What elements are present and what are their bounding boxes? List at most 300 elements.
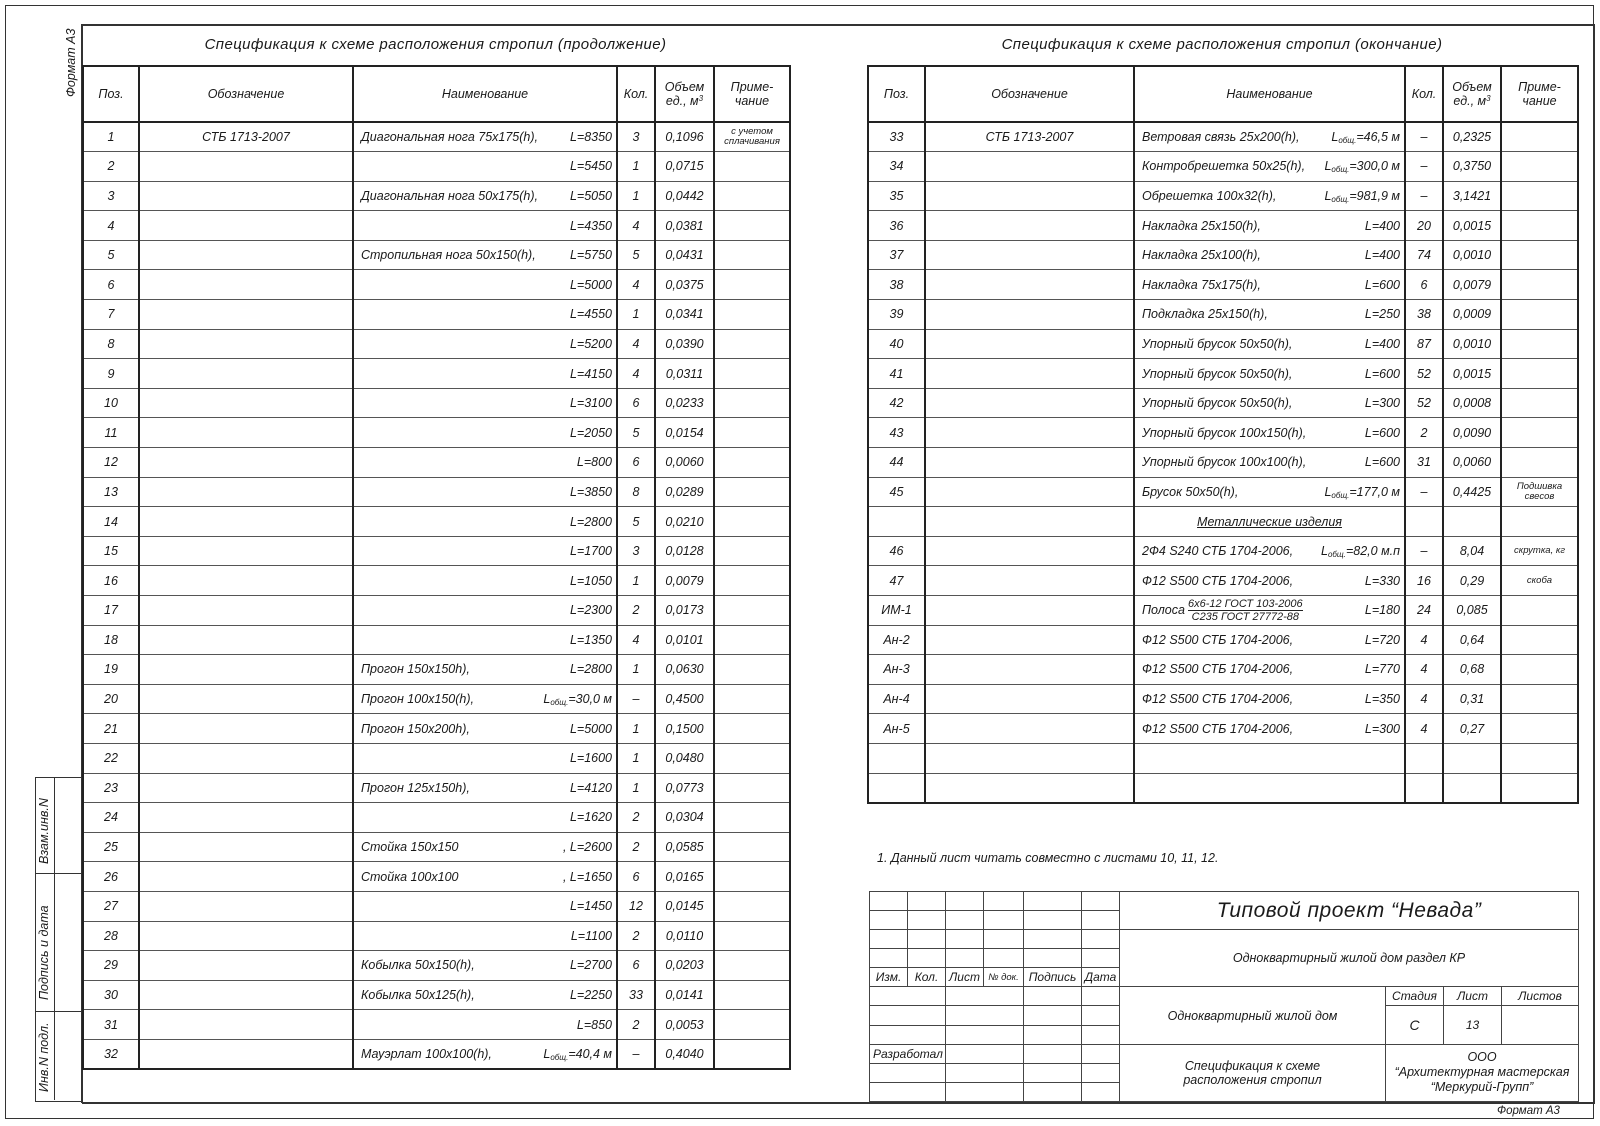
name-length-row: [361, 189, 612, 203]
qty-cell: 1: [617, 773, 655, 803]
name-length-row: [1142, 426, 1400, 440]
tb-empty-cell: [1082, 949, 1120, 968]
table-row: [83, 329, 790, 359]
tb-empty-cell: [1082, 1044, 1120, 1063]
item-length: L=4150: [569, 366, 612, 381]
note-cell: [1501, 329, 1578, 359]
length-value: =300,0 м: [1349, 159, 1400, 174]
note-cell: [1501, 418, 1578, 448]
name-cell: [353, 211, 617, 241]
item-name: Упорный брусок 50x50(h),: [1142, 366, 1293, 381]
pos-cell: 7: [83, 300, 139, 330]
pos-cell: 3: [83, 181, 139, 211]
qty-cell: 6: [617, 951, 655, 981]
item-name-text: Полоса: [1142, 603, 1185, 618]
note-cell: [1501, 743, 1578, 773]
name-cell: [1134, 300, 1405, 330]
name-cell: [353, 181, 617, 211]
designation-cell: [925, 743, 1134, 773]
item-length: L=4120: [569, 780, 612, 795]
qty-cell: [1405, 743, 1443, 773]
qty-cell: 4: [1405, 655, 1443, 685]
designation-cell: [925, 240, 1134, 270]
item-length: L=600: [1364, 455, 1400, 470]
header-volume: [655, 66, 714, 122]
item-name: Накладка 25x100(h),: [1142, 248, 1261, 263]
table-row: [83, 980, 790, 1010]
qty-cell: 2: [617, 921, 655, 951]
volume-cell: 0,0390: [655, 329, 714, 359]
designation-cell: [925, 388, 1134, 418]
name-cell: [353, 951, 617, 981]
item-name: Ф12 S500 СТБ 1704-2006,: [1142, 662, 1294, 677]
pos-cell: 31: [83, 1010, 139, 1040]
designation-cell: [925, 329, 1134, 359]
header-qty: Кол.: [617, 66, 655, 122]
pos-cell: 11: [83, 418, 139, 448]
header-volume-sup: 3: [1486, 94, 1491, 103]
note-cell: [714, 240, 790, 270]
name-length-row: [361, 485, 612, 499]
name-length-row: [1142, 307, 1400, 321]
pos-cell: 18: [83, 625, 139, 655]
name-length-row: [1142, 633, 1400, 647]
name-length-row: [1142, 189, 1400, 203]
item-name: Упорный брусок 100x100(h),: [1142, 455, 1307, 470]
table-row: [868, 655, 1578, 685]
name-cell: [1134, 122, 1405, 152]
designation-cell: [925, 655, 1134, 685]
name-length-row: [361, 219, 612, 233]
qty-cell: 20: [1405, 211, 1443, 241]
table-row: [868, 329, 1578, 359]
name-cell: [353, 536, 617, 566]
name-length-row: [361, 515, 612, 529]
designation-cell: [925, 507, 1134, 537]
pos-cell: 40: [868, 329, 925, 359]
designation-cell: [139, 625, 353, 655]
name-cell: [1134, 418, 1405, 448]
item-name: Кобылка 50x125(h),: [361, 988, 475, 1003]
side-stamp-row-line: [36, 873, 82, 874]
tb-empty-cell: [870, 911, 908, 930]
tb-company: [1386, 1044, 1579, 1101]
note-cell: [1501, 448, 1578, 478]
item-length: L=8350: [569, 130, 612, 145]
note-cell: [1501, 300, 1578, 330]
name-length-row: [1142, 455, 1400, 469]
note-cell: [714, 743, 790, 773]
table-row: [83, 211, 790, 241]
tb-col-date: Дата: [1082, 968, 1120, 987]
tb-empty-cell: [870, 1082, 946, 1101]
table-row: [83, 477, 790, 507]
tb-section: Одноквартирный жилой дом раздел КР: [1120, 930, 1579, 987]
table-row: [868, 714, 1578, 744]
pos-cell: 24: [83, 803, 139, 833]
header-note-line1: Приме-: [1518, 80, 1561, 94]
item-length: L=1620: [569, 810, 612, 825]
qty-cell: 87: [1405, 329, 1443, 359]
table-row: [868, 684, 1578, 714]
pos-cell: 46: [868, 536, 925, 566]
tb-empty-cell: [1024, 1063, 1082, 1082]
item-name: Контробрешетка 50x25(h),: [1142, 159, 1306, 174]
item-length: L=4550: [569, 307, 612, 322]
qty-cell: 6: [617, 448, 655, 478]
volume-cell: 0,0630: [655, 655, 714, 685]
qty-cell: 4: [617, 329, 655, 359]
pos-cell: 19: [83, 655, 139, 685]
qty-cell: 4: [617, 211, 655, 241]
tb-empty-cell: [946, 949, 984, 968]
name-length-row: [361, 633, 612, 647]
table-row: [83, 714, 790, 744]
header-pos: Поз.: [868, 66, 925, 122]
qty-cell: –: [617, 684, 655, 714]
note-cell: [714, 270, 790, 300]
pos-cell: Ан-2: [868, 625, 925, 655]
pos-cell: 41: [868, 359, 925, 389]
qty-cell: 31: [1405, 448, 1443, 478]
volume-cell: 0,1096: [655, 122, 714, 152]
volume-cell: 0,0375: [655, 270, 714, 300]
note-cell: [1501, 773, 1578, 803]
table-row: [83, 625, 790, 655]
pos-cell: 36: [868, 211, 925, 241]
item-name: Ветровая связь 25x200(h),: [1142, 130, 1300, 145]
name-length-row: [1142, 692, 1400, 706]
name-cell: [1134, 536, 1405, 566]
note-cell: [1501, 152, 1578, 182]
tb-stage-label: Стадия: [1386, 987, 1444, 1006]
designation-cell: [925, 536, 1134, 566]
tb-empty-cell: [870, 930, 908, 949]
length-value: =46,5 м: [1356, 130, 1400, 145]
table-row: [868, 477, 1578, 507]
table-row: [83, 596, 790, 626]
length-subscript: общ.: [1331, 194, 1350, 204]
note-cell: [714, 803, 790, 833]
name-length-row: [361, 1047, 612, 1061]
tb-empty-cell: [1024, 930, 1082, 949]
left-table-title: Спецификация к схеме расположения стропил (продолжение): [204, 36, 667, 53]
pos-cell: 8: [83, 329, 139, 359]
volume-cell: 0,0141: [655, 980, 714, 1010]
note-cell: [714, 329, 790, 359]
pos-cell: 37: [868, 240, 925, 270]
volume-cell: 0,1500: [655, 714, 714, 744]
note-cell: [714, 418, 790, 448]
item-name: Упорный брусок 50x50(h),: [1142, 396, 1293, 411]
designation-cell: [139, 832, 353, 862]
item-length: L=4350: [569, 218, 612, 233]
item-length: [1324, 485, 1400, 499]
name-cell: [353, 832, 617, 862]
length-value: =40,4 м: [568, 1046, 612, 1061]
length-subscript: общ.: [550, 698, 569, 708]
note-cell: [1501, 388, 1578, 418]
name-cell: [1134, 773, 1405, 803]
volume-cell: 0,0233: [655, 388, 714, 418]
header-note-line2: чание: [1522, 94, 1557, 108]
table-row: [83, 388, 790, 418]
volume-cell: [1443, 743, 1501, 773]
tb-empty-cell: [1082, 1006, 1120, 1025]
qty-cell: 2: [617, 1010, 655, 1040]
table-row: [83, 773, 790, 803]
length-symbol: L: [1324, 484, 1332, 499]
volume-cell: 0,4040: [655, 1039, 714, 1069]
header-note-line2: чание: [734, 94, 770, 108]
note-cell: [1501, 596, 1578, 626]
tb-empty-cell: [946, 1044, 1024, 1063]
designation-cell: СТБ 1713-2007: [139, 122, 353, 152]
header-name: Наименование: [1134, 66, 1405, 122]
steel-fraction: [1188, 598, 1303, 623]
volume-cell: 0,085: [1443, 596, 1501, 626]
volume-cell: 0,0079: [655, 566, 714, 596]
pos-cell: Ан-4: [868, 684, 925, 714]
name-cell: [353, 240, 617, 270]
header-name: Наименование: [353, 66, 617, 122]
designation-cell: [925, 152, 1134, 182]
frame-right-line: [1593, 24, 1595, 1103]
name-length-row: [361, 426, 612, 440]
qty-cell: 5: [617, 507, 655, 537]
designation-cell: [925, 625, 1134, 655]
header-pos: Поз.: [83, 66, 139, 122]
item-length: L=2300: [569, 603, 612, 618]
item-length: L=1100: [570, 928, 612, 943]
pos-cell: 25: [83, 832, 139, 862]
note-cell: [714, 891, 790, 921]
tb-empty-cell: [1082, 1025, 1120, 1044]
qty-cell: 38: [1405, 300, 1443, 330]
note-cell: [714, 300, 790, 330]
volume-cell: 0,68: [1443, 655, 1501, 685]
note-cell: [1501, 507, 1578, 537]
pos-cell: 15: [83, 536, 139, 566]
table-row: [83, 1010, 790, 1040]
tb-company-line3: “Меркурий-Групп”: [1430, 1080, 1534, 1095]
name-cell: [353, 1010, 617, 1040]
tb-stage-value: С: [1386, 1006, 1444, 1044]
item-length: L=3850: [569, 484, 612, 499]
pos-cell: 1: [83, 122, 139, 152]
designation-cell: [139, 536, 353, 566]
item-length: L=5200: [569, 336, 612, 351]
tb-col-list: Лист: [946, 968, 984, 987]
qty-cell: 24: [1405, 596, 1443, 626]
volume-cell: [1443, 507, 1501, 537]
tb-empty-cell: [908, 930, 946, 949]
name-cell: [353, 152, 617, 182]
qty-cell: 4: [1405, 714, 1443, 744]
designation-cell: [139, 743, 353, 773]
tb-empty-cell: [946, 911, 984, 930]
item-length: L=250: [1364, 307, 1400, 322]
note-cell: [1501, 655, 1578, 685]
tb-empty-cell: [870, 892, 908, 911]
note-cell: [1501, 211, 1578, 241]
qty-cell: 4: [617, 625, 655, 655]
name-length-row: [1142, 278, 1400, 292]
table-row: [868, 240, 1578, 270]
name-cell: [1134, 359, 1405, 389]
designation-cell: [139, 240, 353, 270]
fraction-denominator: С235 ГОСТ 27772-88: [1191, 610, 1299, 623]
item-length: L=5000: [569, 721, 612, 736]
table-row: [83, 507, 790, 537]
volume-cell: 0,0079: [1443, 270, 1501, 300]
item-name: Подкладка 25x150(h),: [1142, 307, 1268, 322]
item-length: L=350: [1364, 692, 1400, 707]
item-length: L=400: [1364, 218, 1400, 233]
table-row: [83, 300, 790, 330]
item-name: Упорный брусок 50x50(h),: [1142, 336, 1293, 351]
designation-cell: [139, 862, 353, 892]
volume-cell: 0,0008: [1443, 388, 1501, 418]
header-qty: Кол.: [1405, 66, 1443, 122]
qty-cell: –: [1405, 536, 1443, 566]
left-table-body: [83, 122, 790, 1069]
item-length: L=800: [576, 455, 612, 470]
volume-cell: 0,0480: [655, 743, 714, 773]
tb-empty-cell: [946, 987, 1024, 1006]
name-cell: [1134, 625, 1405, 655]
tb-empty-cell: [984, 949, 1024, 968]
name-cell: [1134, 714, 1405, 744]
tb-empty-cell: [946, 1082, 1024, 1101]
pos-cell: 20: [83, 684, 139, 714]
name-cell: [353, 329, 617, 359]
table-row: [83, 832, 790, 862]
table-row: [868, 596, 1578, 626]
name-length-row: [1142, 159, 1400, 173]
name-length-row: [1142, 544, 1400, 558]
volume-cell: 0,29: [1443, 566, 1501, 596]
table-row: [83, 684, 790, 714]
item-name: 2Ф4 S240 СТБ 1704-2006,: [1142, 544, 1294, 559]
name-length-row: [1142, 396, 1400, 410]
item-length: L=5750: [569, 248, 612, 263]
note-cell: [714, 951, 790, 981]
volume-cell: 0,0090: [1443, 418, 1501, 448]
length-subscript: общ.: [550, 1052, 569, 1062]
pos-cell: 23: [83, 773, 139, 803]
note-cell: Подшивка свесов: [1501, 477, 1578, 507]
volume-cell: 0,0154: [655, 418, 714, 448]
volume-cell: 0,27: [1443, 714, 1501, 744]
volume-cell: 0,0773: [655, 773, 714, 803]
tb-object: Одноквартирный жилой дом: [1120, 987, 1386, 1044]
item-name: Ф12 S500 СТБ 1704-2006,: [1142, 632, 1294, 647]
volume-cell: 0,0715: [655, 152, 714, 182]
item-length: L=300: [1364, 721, 1400, 736]
item-length: L=1700: [569, 544, 612, 559]
note-cell: [1501, 714, 1578, 744]
pos-cell: 35: [868, 181, 925, 211]
item-length: [1324, 189, 1400, 203]
designation-cell: [925, 596, 1134, 626]
item-name: Ф12 S500 СТБ 1704-2006,: [1142, 573, 1294, 588]
qty-cell: 1: [617, 300, 655, 330]
name-length-row: [361, 870, 612, 884]
qty-cell: –: [1405, 477, 1443, 507]
item-name: Прогон 125x150h),: [361, 780, 470, 795]
frame-top-line: [82, 24, 1595, 26]
designation-cell: [925, 773, 1134, 803]
tb-sheet-label: Лист: [1444, 987, 1502, 1006]
pos-cell: 6: [83, 270, 139, 300]
length-symbol: L: [1321, 544, 1328, 559]
length-symbol: L: [1324, 188, 1332, 203]
table-row: [868, 625, 1578, 655]
designation-cell: [139, 418, 353, 448]
qty-cell: 6: [617, 388, 655, 418]
item-name: Стойка 150x150: [361, 840, 459, 855]
volume-cell: 0,0431: [655, 240, 714, 270]
note-cell: скрутка, кг: [1501, 536, 1578, 566]
pos-cell: 21: [83, 714, 139, 744]
name-cell: [353, 980, 617, 1010]
qty-cell: [1405, 773, 1443, 803]
side-stamp-row-line: [36, 1011, 82, 1012]
qty-cell: 16: [1405, 566, 1443, 596]
table-row: [868, 181, 1578, 211]
volume-cell: 0,0010: [1443, 240, 1501, 270]
volume-cell: 0,0381: [655, 211, 714, 241]
name-cell: [353, 891, 617, 921]
length-value: =177,0 м: [1349, 484, 1400, 499]
designation-cell: [925, 684, 1134, 714]
header-volume: [1443, 66, 1501, 122]
name-length-row: [361, 603, 612, 617]
length-subscript: общ.: [1338, 136, 1357, 146]
table-row: [868, 270, 1578, 300]
note-cell: [1501, 240, 1578, 270]
name-cell: [353, 596, 617, 626]
item-length: L=5450: [569, 159, 612, 174]
name-length-row: [361, 810, 612, 824]
left-spec-table: [82, 65, 791, 1070]
volume-cell: 0,64: [1443, 625, 1501, 655]
pos-cell: 42: [868, 388, 925, 418]
item-name: Накладка 25x150(h),: [1142, 218, 1261, 233]
designation-cell: [139, 329, 353, 359]
length-value: =981,9 м: [1349, 188, 1400, 203]
tb-empty-cell: [908, 911, 946, 930]
volume-cell: 0,0341: [655, 300, 714, 330]
table-row: [83, 359, 790, 389]
volume-cell: 0,0128: [655, 536, 714, 566]
pos-cell: 47: [868, 566, 925, 596]
name-cell: [353, 1039, 617, 1069]
length-subscript: общ.: [1327, 550, 1346, 560]
item-length: [1331, 130, 1400, 144]
designation-cell: [925, 448, 1134, 478]
item-name: Прогон 150x200h),: [361, 721, 470, 736]
name-length-row: [361, 751, 612, 765]
designation-cell: [139, 300, 353, 330]
name-cell: [1134, 329, 1405, 359]
table-row: [868, 359, 1578, 389]
volume-cell: [1443, 773, 1501, 803]
right-table-title: Спецификация к схеме расположения стропил (окончание): [1001, 36, 1443, 53]
qty-cell: 1: [617, 566, 655, 596]
header-note: [1501, 66, 1578, 122]
